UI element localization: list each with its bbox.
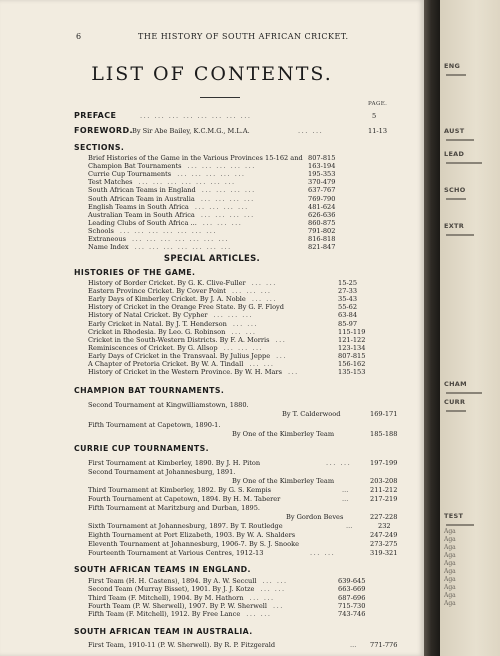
entry-page: 63-84 [338,311,358,320]
list-item [88,368,428,377]
entry-leader-dots: ... ... ... ... ... ... ... [134,243,232,252]
entry-title: Cricket in Rhodesia. By Leo. G. Robinson [88,327,226,336]
champion-bat-fifth-page: 185-188 [370,430,398,438]
entry-page: 370-479 [308,178,336,187]
facing-page-fragment: ENG [444,62,461,70]
facing-page-line [446,198,466,200]
facing-page-fragment: AUST [444,127,465,135]
facing-page-fragment: CURR [444,398,466,406]
entry-page: 769-790 [308,194,336,203]
currie-first-page: 197-199 [370,459,398,467]
entry-leader-dots: ... ... ... ... [200,194,255,203]
entry-title: History of Natal Cricket. By Cypher [88,311,208,320]
facing-page-small-text: Aga [444,544,456,551]
facing-page-small-text: Aga [444,528,456,535]
facing-page-line [446,524,474,526]
entry-title: Test Matches [88,178,133,187]
facing-page-edge [440,0,500,656]
facing-page-small-text: Aga [444,600,456,607]
facing-page-small-text: Aga [444,592,456,599]
facing-page-line [446,162,482,164]
entry-leader-dots: ... [287,368,299,377]
entry-leader-dots: ... ... [251,279,277,287]
entry-leader-dots: ... ... ... [231,287,272,296]
currie-first: First Tournament at Kimberley, 1890. By J. H. Piton [88,459,261,467]
page-column-label: PAGE. [368,101,388,107]
entry-leader-dots: ... ... [246,610,272,619]
entry-leader-dots: ... ... [251,295,277,304]
entry-title: Second Team (Murray Bisset), 1901. By J. J. Kotze [88,585,255,594]
facing-page-small-text: Aga [444,584,456,591]
entry-title: Fifth Team (F. Mitchell), 1912. By Free Lance [88,610,241,619]
entry-title: History of Border Cricket. By G. K. Clive-Fuller [88,279,246,287]
entry-leader-dots: ... ... ... ... [194,202,249,211]
entry-leader-dots: ... ... [262,577,288,585]
entry-title: Early Cricket in Natal. By J. T. Henderson [88,319,227,328]
currie-first-dots: ... ... [326,459,352,467]
preface-page: 5 [372,112,377,120]
facing-page-line [446,410,466,412]
entry-leader-dots: ... ... [232,319,259,328]
facing-page-line [446,392,482,394]
entry-title: Fourth Team (P. W. Sherwell), 1907. By P. W. Sherwell [88,601,267,610]
currie-fifth-page: 227-228 [370,513,398,521]
entry-page: 115-119 [338,327,366,336]
entry-title: Leading Clubs of South Africa ... [88,218,197,227]
entry-leader-dots: ... [276,351,287,360]
facing-page-line [446,74,466,76]
entry-title: Early Days of Cricket in the Transvaal. By Julius Jeppe [88,351,271,360]
entry-leader-dots: ... ... ... ... ... ... ... [119,226,217,235]
list-item [88,243,428,252]
foreword-label: FOREWORD. [74,126,133,135]
entry-leader-dots: ... ... [249,593,275,602]
entry-title: South African Teams in England [88,186,196,195]
entry-page: 481-624 [308,202,336,211]
entry-page: 743-746 [338,610,366,619]
currie-fourth: Fourth Tournament at Capetown, 1894. By H. M. Taberer [88,495,281,503]
entry-page: 123-134 [338,343,366,352]
entry-page: 156-162 [338,360,366,368]
list-item [88,610,428,619]
currie-eighth-page: 247-249 [370,531,398,539]
entry-page: 807-815 [338,351,366,360]
facing-page-line [446,139,474,141]
entry-title: First Team (H. H. Castens), 1894. By A. W. Seccull [88,577,257,585]
entry-leader-dots: ... ... ... ... [200,210,255,219]
entry-leader-dots: ... ... ... [223,343,264,352]
preface-label: PREFACE [74,111,117,120]
entry-page: 135-153 [338,368,366,377]
entry-page: 55-62 [338,303,358,312]
currie-fifth: Fifth Tournament at Maritzburg and Durban, 1895. [88,504,261,512]
entry-page: 860-875 [308,218,336,227]
entry-leader-dots: ... ... ... ... ... ... ... [132,235,230,243]
entry-title: Early Days of Kimberley Cricket. By J. A. Noble [88,295,246,304]
currie-second-by: By One of the Kimberley Team [232,477,335,485]
entry-leader-dots: ... ... ... [202,218,243,227]
champion-bat-second-page: 169-171 [370,410,398,418]
entry-page: 821-847 [308,243,336,252]
facing-page-small-text: Aga [444,536,456,543]
sa-australia-first-dots: ... [350,641,357,649]
currie-fourth-dots: ... [342,495,349,503]
entry-page: 626-636 [308,210,336,219]
preface-dots: ... ... ... ... ... ... ... ... [140,112,252,120]
entry-leader-dots: ... ... [260,585,286,594]
entry-title: Currie Cup Tournaments [88,170,172,179]
entry-page: 85-97 [338,319,358,328]
entry-title: History of Cricket in the Western Province. By W. H. Mars [88,368,282,377]
facing-page-small-text: Aga [444,560,456,567]
currie-fourteenth: Fourteenth Tournament at Various Centres, 1912-13 [88,549,264,557]
entry-page: 687-696 [338,593,366,602]
entry-page: 35-43 [338,295,358,304]
facing-page-fragment: SCHO [444,186,466,194]
entry-page: 816-818 [308,235,336,243]
entry-page: 121-122 [338,335,366,344]
currie-third: Third Tournament at Kimberley, 1892. By G. S. Kempis [88,486,272,494]
currie-fourteenth-dots: ... ... [310,549,336,557]
special-articles-heading: SPECIAL ARTICLES. [163,254,261,264]
entry-title: Cricket in the South-Western Districts. By F. A. Morris [88,335,270,344]
entry-page: 637-767 [308,186,336,195]
currie-sixth: Sixth Tournament at Johannesburg, 1897. By T. Routledge [88,522,283,530]
sa-australia-heading: SOUTH AFRICAN TEAM IN AUSTRALIA. [74,627,253,636]
entry-title: South African Team in Australia [88,194,195,203]
entry-page: 807-815 [308,154,336,162]
histories-heading: HISTORIES OF THE GAME. [74,268,196,277]
entry-title: A Chapter of Pretoria Cricket. By W. A. Tindall [88,360,244,368]
champion-bat-fifth-by: By One of the Kimberley Team [232,430,335,438]
entry-page: 195-353 [308,170,336,179]
currie-eleventh: Eleventh Tournament at Johannesburg, 1906-7. By S. J. Snooke [88,540,300,548]
entry-title: Champion Bat Tournaments [88,162,182,171]
facing-page-small-text: Aga [444,552,456,559]
currie-cup-heading: CURRIE CUP TOURNAMENTS. [74,444,210,453]
entry-leader-dots: ... ... ... ... ... [177,170,246,179]
champion-bat-second-by: By T. Calderwood [282,410,341,418]
page-number: 6 [76,32,82,41]
entry-page: 15-25 [338,279,358,287]
currie-eleventh-page: 273-275 [370,540,398,548]
currie-eighth: Eighth Tournament at Port Elizabeth, 1903. By W. A. Shalders [88,531,296,539]
book-gutter [424,0,440,656]
entry-leader-dots: ... ... ... [213,311,254,320]
entry-page: 163-194 [308,162,336,171]
facing-page-fragment: CHAM [444,380,467,388]
currie-sixth-page: 232 [378,522,391,530]
sa-england-heading: SOUTH AFRICAN TEAMS IN ENGLAND. [74,565,251,574]
foreword-dots: ... ... [298,127,324,135]
entry-title: Extraneous [88,235,127,243]
running-head: THE HISTORY OF SOUTH AFRICAN CRICKET. [138,32,349,41]
champion-bat-heading: CHAMPION BAT TOURNAMENTS. [74,386,225,395]
currie-fifth-by: By Gordon Beves [286,513,344,521]
page-title: LIST OF CONTENTS. [91,63,333,85]
entry-title: Australian Team in South Africa [88,210,195,219]
entry-page: 715-730 [338,601,366,610]
currie-second-page: 203-208 [370,477,398,485]
facing-page-line [446,234,474,236]
currie-sixth-dots: ... [346,522,353,530]
title-rule [200,97,240,98]
facing-page-fragment: TEST [444,512,464,520]
facing-page-small-text: Aga [444,568,456,575]
entry-title: Eastern Province Cricket. By Cover Point [88,287,226,296]
entry-title: Reminiscences of Cricket. By G. Allsop [88,343,218,352]
entry-page: 663-669 [338,585,366,594]
currie-second: Second Tournament at Johannesburg, 1891. [88,468,236,476]
entry-title: Schools [88,226,114,235]
sa-australia-first-page: 771-776 [370,641,398,649]
entry-leader-dots: ... ... ... ... [201,186,256,195]
entry-leader-dots: ... ... [231,327,257,336]
foreword-text: By Sir Abe Bailey, K.C.M.G., M.L.A. [132,127,250,135]
facing-page-fragment: LEAD [444,150,465,158]
entry-page: 27-33 [338,287,358,296]
entry-page: 639-645 [338,577,366,585]
entry-leader-dots: ... ... ... ... ... [187,162,256,171]
champion-bat-second: Second Tournament at Kingwilliamstown, 1880. [88,401,249,409]
champion-bat-fifth: Fifth Tournament at Capetown, 1890-1. [88,421,221,429]
foreword-page: 11-13 [368,127,388,135]
currie-third-dots: ... [342,486,349,494]
entry-title: English Teams in South Africa [88,202,189,211]
entry-leader-dots: ... ... ... ... ... ... ... [138,178,236,187]
entry-title: Third Team (F. Mitchell), 1904. By M. Hathorn [88,593,244,602]
currie-fourteenth-page: 319-321 [370,549,398,557]
entry-page: 791-802 [308,226,336,235]
sections-heading: SECTIONS. [74,143,125,152]
entry-leader-dots: ... ... [249,360,275,368]
currie-third-page: 211-212 [370,486,398,494]
entry-leader-dots: ... [273,601,284,610]
entry-leader-dots: ... [275,335,287,344]
facing-page-fragment: EXTR [444,222,465,230]
entry-title: Name Index [88,243,129,252]
entry-title: History of Cricket in the Orange Free State. By G. F. Floyd [88,303,284,312]
currie-fourth-page: 217-219 [370,495,398,503]
sa-australia-first: First Team, 1910-11 (P. W. Sherwell). By R. P. Fitzgerald [88,641,276,649]
facing-page-small-text: Aga [444,576,456,583]
entry-title: Brief Histories of the Game in the Various Provinces 15-162 and [88,154,303,162]
